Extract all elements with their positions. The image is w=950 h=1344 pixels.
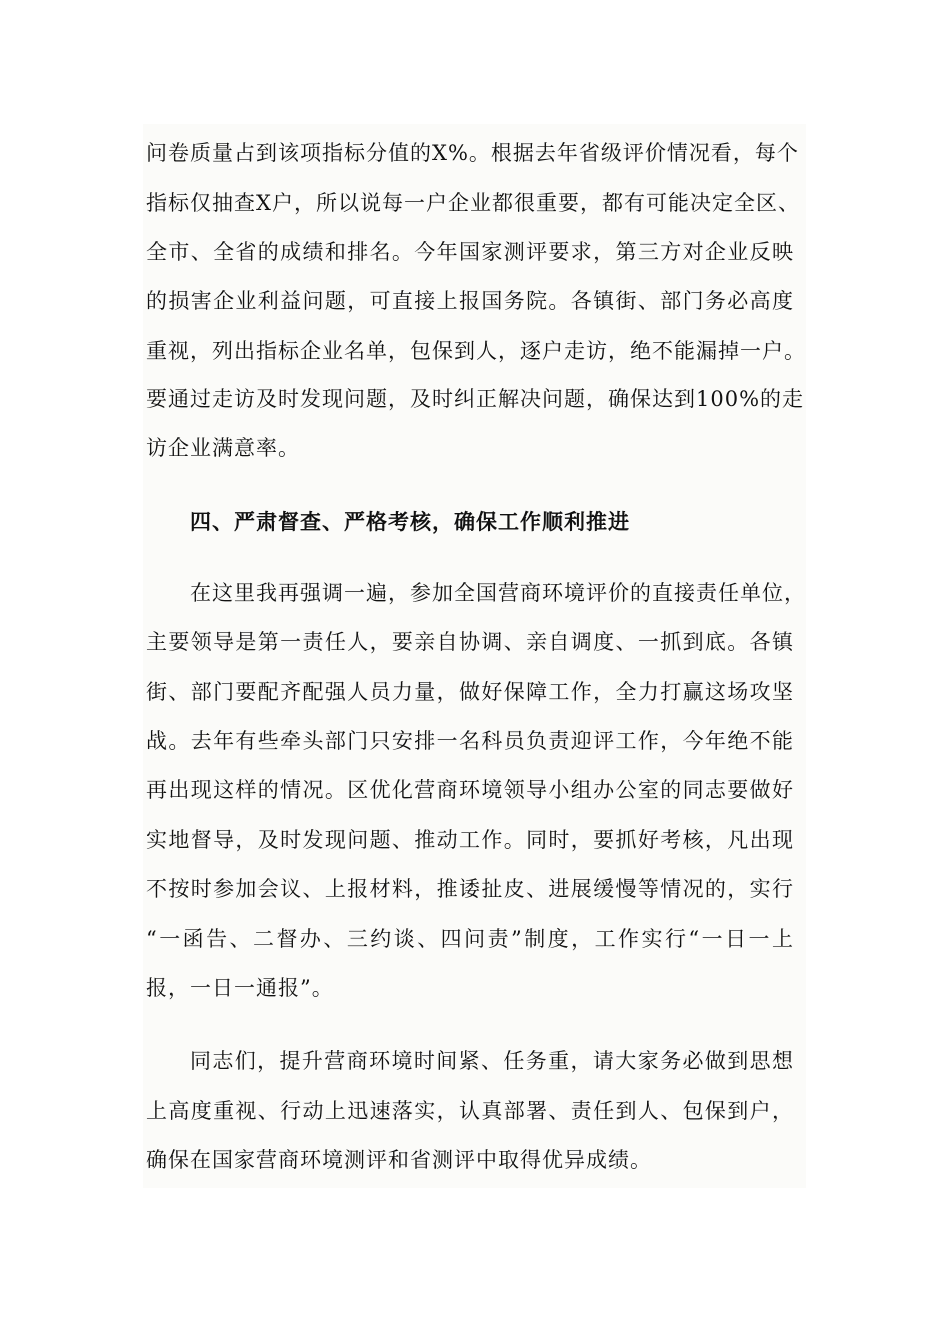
paragraph-line: 实地督导，及时发现问题、推动工作。同时，要抓好考核，凡出现: [146, 828, 794, 852]
paragraph-line: 确保在国家营商环境测评和省测评中取得优异成绩。: [146, 1148, 652, 1172]
paragraph-line: 街、部门要配齐配强人员力量，做好保障工作，全力打赢这场攻坚: [146, 680, 794, 704]
paragraph-line: 要通过走访及时发现问题，及时纠正解决问题，确保达到100%的走: [146, 387, 805, 411]
paragraph-line: 在这里我再强调一遍，参加全国营商环境评价的直接责任单位，: [190, 581, 806, 605]
paragraph-line: 访企业满意率。: [146, 436, 300, 460]
section-heading: 四、严肃督查、严格考核，确保工作顺利推进: [190, 509, 630, 534]
paragraph-line: 再出现这样的情况。区优化营商环境领导小组办公室的同志要做好: [146, 778, 794, 802]
paragraph-line: 重视，列出指标企业名单，包保到人，逐户走访，绝不能漏掉一户。: [146, 339, 806, 363]
paragraph-line: 的损害企业利益问题，可直接上报国务院。各镇街、部门务必高度: [146, 289, 794, 313]
paragraph-line: 全市、全省的成绩和排名。今年国家测评要求，第三方对企业反映: [146, 240, 794, 264]
paragraph-line: 战。去年有些牵头部门只安排一名科员负责迎评工作，今年绝不能: [146, 729, 794, 753]
paragraph-line: 上高度重视、行动上迅速落实，认真部署、责任到人、包保到户，: [146, 1099, 794, 1123]
paragraph-line: 同志们，提升营商环境时间紧、任务重，请大家务必做到思想: [190, 1049, 794, 1073]
paragraph-line: 指标仅抽查X户，所以说每一户企业都很重要，都有可能决定全区、: [146, 191, 800, 215]
paragraph-line: 不按时参加会议、上报材料，推诿扯皮、进展缓慢等情况的，实行: [146, 877, 794, 901]
paragraph-line: 主要领导是第一责任人，要亲自协调、亲自调度、一抓到底。各镇: [146, 630, 794, 654]
paragraph-line: “一函告、二督办、三约谈、四问责”制度，工作实行“一日一上: [146, 927, 794, 951]
paragraph-line: 报，一日一通报”。: [146, 976, 334, 1000]
paragraph-line: 问卷质量占到该项指标分值的X%。根据去年省级评价情况看，每个: [146, 141, 799, 165]
text-block: [143, 124, 806, 1188]
